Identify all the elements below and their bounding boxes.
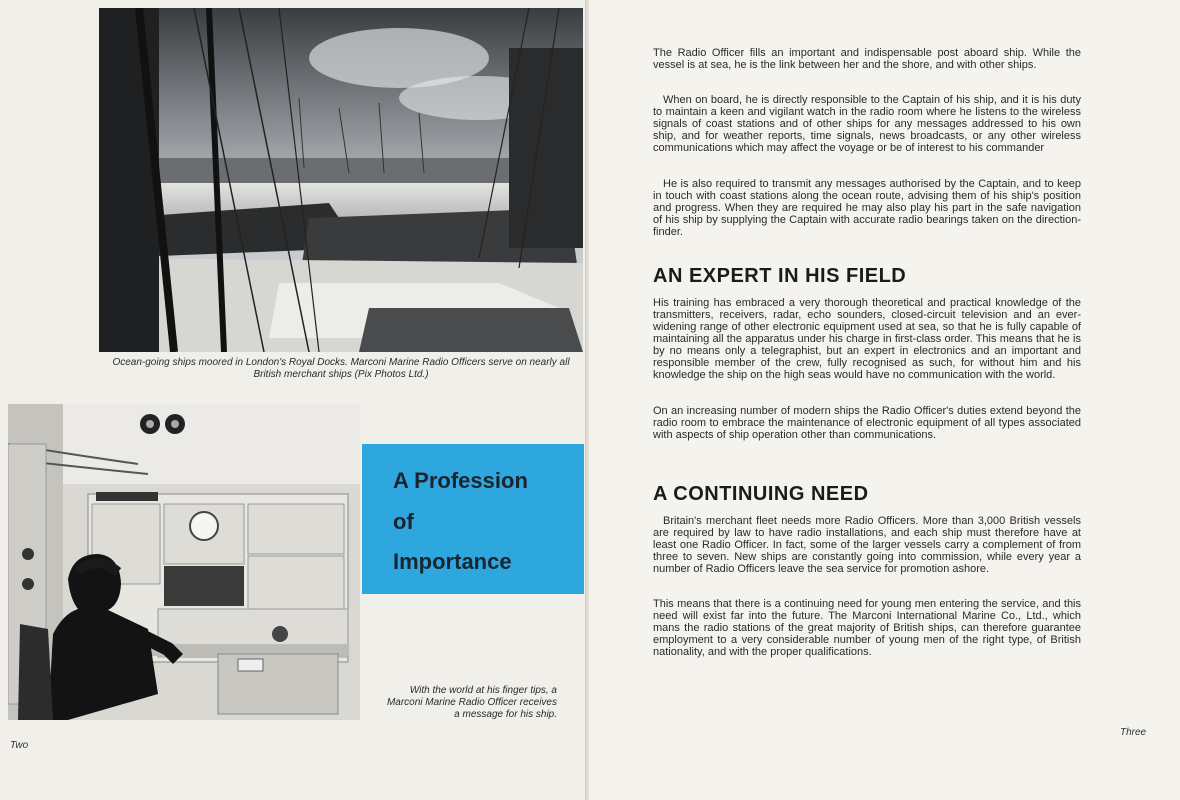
title-line-3: Importance bbox=[393, 549, 512, 574]
intro-paragraph-1: The Radio Officer fills an important and indispensable post aboard ship. While the vessel is at sea, he is the link between her and the shore, and with other ships. bbox=[653, 47, 1081, 71]
page-number-right: Three bbox=[1120, 727, 1147, 738]
left-page bbox=[0, 0, 587, 800]
docks-photo bbox=[99, 8, 583, 352]
heading-need: A CONTINUING NEED bbox=[653, 483, 869, 505]
radio-room-photo bbox=[8, 404, 360, 720]
title-line-2: of bbox=[393, 509, 414, 534]
caption-radio-room: With the world at his finger tips, a Marconi Marine Radio Officer receives a message for his ship. bbox=[386, 685, 557, 720]
need-paragraph-2: This means that there is a continuing need for young men entering the service, and this need will exist far into the future. The Marconi International Marine Co., Ltd., which mans the radio stations of the great majority of British ships, can therefore guarantee employment to a very considerable number of young men of the right type, of British nationality, and with the proper qualifications. bbox=[653, 598, 1081, 658]
need-paragraph-1: Britain's merchant fleet needs more Radio Officers. More than 3,000 British vessels are required by law to have radio installations, and each ship must therefore have at least one Radio Officer. In fact, some of the larger vessels carry a complement of from three to seven. New ships are constantly going into commission, while every year a number of Radio Officers leave the sea service for promotion ashore. bbox=[653, 515, 1081, 575]
intro-paragraph-3: He is also required to transmit any messages authorised by the Captain, and to keep in touch with coast stations along the ocean route, advising them of his ship's position and progress. When they are required he may also play his part in the safe navigation of his ship by supplying the Captain with accurate radio bearings taken on the direction-finder. bbox=[653, 178, 1081, 238]
expert-paragraph-1: His training has embraced a very thorough theoretical and practical knowledge of the transmitters, receivers, radar, echo sounders, closed-circuit television and an ever-widening range of other electronic equipment used at sea, so that he is fully capable of maintaining all the apparatus under his charge in first-class order. This means that he is by no means only a telegraphist, but an expert in electronics and an important and responsible member of the crew, fully recognised as such, for without him and his knowledge the ship on the high seas would have no communication with the world. bbox=[653, 297, 1081, 381]
section-title-box bbox=[362, 444, 584, 594]
heading-expert: AN EXPERT IN HIS FIELD bbox=[653, 265, 907, 287]
expert-paragraph-2: On an increasing number of modern ships the Radio Officer's duties extend beyond the radio room to embrace the maintenance of electronic equipment of all types associated with aspects of ship operation other than communications. bbox=[653, 405, 1081, 441]
caption-docks: Ocean-going ships moored in London's Royal Docks. Marconi Marine Radio Officers serve on nearly all British merchant ships (Pix Photos Ltd.) bbox=[112, 357, 570, 380]
intro-paragraph-2: When on board, he is directly responsible to the Captain of his ship, and it is his duty to maintain a keen and vigilant watch in the radio room where he listens to the wireless signals of coast stations and of other ships for any messages addressed to his own ship, and for weather reports, time signals, news broadcasts, or any other wireless communications which may affect the voyage or be of interest to his commander bbox=[653, 94, 1081, 154]
page-number-left: Two bbox=[10, 740, 29, 751]
title-line-1: A Profession bbox=[393, 468, 528, 493]
